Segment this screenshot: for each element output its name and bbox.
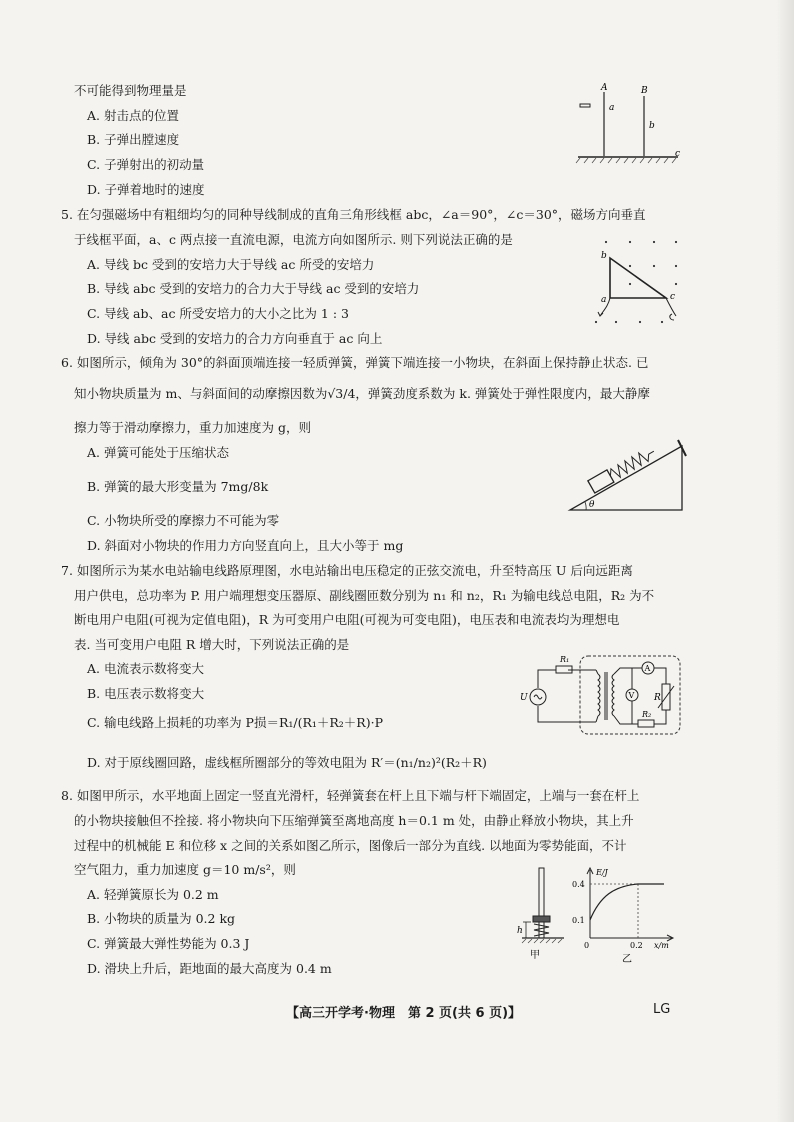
secondary-coil <box>612 674 614 716</box>
vertical-rod <box>539 868 544 938</box>
q6-stem-line-3: 擦力等于滑动摩擦力，重力加速度为 g，则 <box>74 420 311 435</box>
q5-option-c: C. 导线 ab、ac 所受安培力的大小之比为 1 : 3 <box>87 306 349 321</box>
spring-icon <box>607 446 656 481</box>
q7-option-c: C. 输电线路上损耗的功率为 P损＝R₁/(R₁＋R₂＋R)·P <box>87 715 383 730</box>
ammeter-label: A <box>644 664 651 673</box>
primary-coil <box>598 674 600 716</box>
q4-stem-tail: 不可能得到物理量是 <box>74 83 187 98</box>
q7-option-a: A. 电流表示数将变大 <box>87 661 204 676</box>
q7-label-r2: R₂ <box>642 710 652 719</box>
page-footer: 【高三开学考·物理 第 2 页(共 6 页)】 <box>286 1006 522 1021</box>
q8-stem-line-2: 的小物块接触但不拴接. 将小物块向下压缩弹簧至离地高度 h＝0.1 m 处，由静止释放小物块，其上升 <box>74 813 634 828</box>
q8-option-c: C. 弹簧最大弹性势能为 0.3 J <box>87 936 250 951</box>
q5-option-b: B. 导线 abc 受到的安培力的合力大于导线 ac 受到的安培力 <box>87 281 420 296</box>
q6-option-a: A. 弹簧可能处于压缩状态 <box>87 445 229 460</box>
q7-option-b: B. 电压表示数将变大 <box>87 686 205 701</box>
q4-label-A: A <box>601 83 608 93</box>
q8-ylabel: E/J <box>596 868 608 877</box>
q5-label-c: c <box>670 292 676 302</box>
paper-code: LG <box>653 1002 671 1017</box>
incline <box>570 446 682 510</box>
q8-label-h: h <box>517 926 523 936</box>
q7-figure <box>508 650 686 740</box>
q4-option-d: D. 子弹着地时的速度 <box>87 182 205 197</box>
q6-option-d: D. 斜面对小物块的作用力方向竖直向上，且大小等于 mg <box>87 538 404 553</box>
q4-option-a: A. 射击点的位置 <box>87 108 179 123</box>
q8-stem-line-4: 空气阻力，重力加速度 g＝10 m/s²，则 <box>74 862 296 877</box>
q5-stem-line-2: 于线框平面，a、c 两点接一直流电源，电流方向如图所示. 则下列说法正确的是 <box>74 232 513 247</box>
q6-stem-line-1: 6. 如图所示，倾角为 30°的斜面顶端连接一轻质弹簧，弹簧下端连接一小物块，在斜面上保持静止状态. 已 <box>61 355 649 370</box>
q4-label-a: a <box>609 103 615 113</box>
small-block <box>533 916 550 922</box>
q7-stem-line-4: 表. 当可变用户电阻 R 增大时，下列说法正确的是 <box>74 637 350 652</box>
q7-stem-line-2: 用户供电，总功率为 P. 用户端理想变压器原、副线圈匝数分别为 n₁ 和 n₂，R₁ 为输电线总电阻，R₂ 为不 <box>74 588 655 603</box>
voltmeter-label: V <box>628 691 635 700</box>
q8-ytick-low: 0.1 <box>572 916 585 925</box>
q7-label-r1: R₁ <box>560 655 570 664</box>
energy-curve <box>590 884 664 920</box>
q4-label-B: B <box>641 86 648 96</box>
q8-ytick-top: 0.4 <box>572 880 585 889</box>
magnetic-field-dots <box>595 241 677 323</box>
q8-origin: 0 <box>584 941 590 950</box>
q6-option-c: C. 小物块所受的摩擦力不可能为零 <box>87 513 280 528</box>
q8-option-a: A. 轻弹簧原长为 0.2 m <box>87 887 219 902</box>
q5-stem-line-1: 5. 在匀强磁场中有粗细均匀的同种导线制成的直角三角形线框 abc，∠a＝90°，∠c＝30°，磁场方向垂直 <box>61 207 646 222</box>
scan-edge-shadow <box>776 0 794 1122</box>
q8-label-yi: 乙 <box>622 954 632 965</box>
triangle-frame <box>610 258 666 298</box>
q7-stem-line-3: 断电用户电阻(可视为定值电阻)，R 为可变用户电阻(可视为可变电阻)，电压表和电流表均为理想电 <box>74 612 620 627</box>
q8-xlabel: x/m <box>654 941 669 950</box>
q4-label-b: b <box>649 121 655 131</box>
q8-stem-line-3: 过程中的机械能 E 和位移 x 之间的关系如图乙所示，图像后一部分为直线. 以地面为零势能面，不计 <box>74 838 627 853</box>
q4-figure <box>574 82 686 170</box>
q5-label-a: a <box>601 295 607 305</box>
q7-option-d: D. 对于原线圈回路，虚线框所圈部分的等效电阻为 R′＝(n₁/n₂)²(R₂＋R) <box>87 755 487 770</box>
q7-label-u: U <box>520 693 528 703</box>
q5-option-d: D. 导线 abc 受到的安培力的合力方向垂直于 ac 向上 <box>87 331 383 346</box>
spring-icon <box>534 924 549 936</box>
bullet-icon <box>580 104 590 107</box>
q6-stem-line-2: 知小物块质量为 m、与斜面间的动摩擦因数为√3/4，弹簧劲度系数为 k. 弹簧处于弹性限度内，最大静摩 <box>74 386 650 401</box>
q6-angle-label: θ <box>589 500 595 510</box>
q7-stem-line-1: 7. 如图所示为某水电站输电线路原理图，水电站输出电压稳定的正弦交流电，升至特高压 U 后向远距离 <box>61 563 633 578</box>
q5-option-a: A. 导线 bc 受到的安培力大于导线 ac 所受的安培力 <box>87 257 375 272</box>
small-block <box>588 470 614 493</box>
q4-option-c: C. 子弹射出的初动量 <box>87 157 205 172</box>
q4-option-b: B. 子弹出膛速度 <box>87 132 180 147</box>
q7-label-r: R <box>654 693 661 703</box>
q4-label-c: c <box>675 149 681 159</box>
q8-figure-jia <box>512 866 572 966</box>
q5-label-b: b <box>601 251 607 261</box>
q8-label-jia: 甲 <box>530 950 540 961</box>
q8-xtick: 0.2 <box>630 941 643 950</box>
q8-option-b: B. 小物块的质量为 0.2 kg <box>87 911 236 926</box>
q5-figure <box>586 236 686 336</box>
q8-figure-yi <box>568 866 694 966</box>
resistor-r2 <box>638 720 654 727</box>
q6-option-b: B. 弹簧的最大形变量为 7mg/8k <box>87 479 269 494</box>
q8-stem-line-1: 8. 如图甲所示，水平地面上固定一竖直光滑杆，轻弹簧套在杆上且下端与杆下端固定，上端与一套在杆上 <box>61 788 640 803</box>
q6-figure <box>560 428 690 524</box>
q8-option-d: D. 滑块上升后，距地面的最大高度为 0.4 m <box>87 961 332 976</box>
